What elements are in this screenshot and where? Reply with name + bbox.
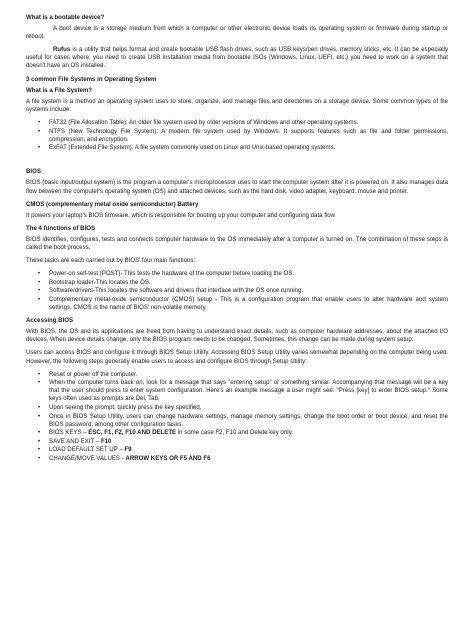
list-item: • Software/drivers-This locates the software and drivers that interface with the OS once running.	[26, 287, 448, 295]
section-heading-bootable-device: What is a bootable device?	[26, 14, 105, 21]
section-heading-file-systems: 3 common File Systems in Operating System	[26, 75, 157, 83]
file-system-list	[26, 119, 448, 152]
list-item: • SAVE AND EXIT – F10	[26, 438, 448, 446]
section-heading-bios-functions: The 4 functions of BIOS	[26, 224, 96, 232]
paragraph-rufus	[26, 46, 448, 70]
paragraph-setup-utility: Users can access BIOS and configure it through BIOS Setup Utility. Accessing BIOS Setup Utility varies somewhat depending on the computer being used. However, the following steps generally enable users to access and configure BIOS through Setup Utility:	[26, 349, 448, 365]
list-item: • NTFS (New Technology File System): A modern file system used by Windows. It supports features such as file and folder permissions, compression, and encryption.	[26, 128, 448, 144]
list-item: • When the computer turns back on, look for a message that says "entering setup" or something similar. Accompanying that message will be a key that the user should press to enter system configuration. Here's an example message a user might see: "Press [key] to enter BIOS setup." Some keys often used as prompts are Del, Tab,	[26, 379, 448, 403]
paragraph-bios: BIOS (basic input/output system) is the program a computer's microprocessor uses to start the computer system after it is powered on. It also manages data flow between the computer's operating system (OS) and attached devices, such as the hard disk, video adapter, keyboard, mouse and printer.	[26, 179, 448, 195]
list-item: • Upon seeing the prompt, quickly press the key specified.	[26, 404, 448, 412]
paragraph-file-system: A file system is a method an operating system uses to store, organize, and manage files and directories on a storage device. Some common types of file systems include:	[26, 97, 448, 113]
rufus-bold: Rufus	[53, 46, 71, 54]
section-heading-bios: BIOS	[26, 168, 41, 176]
section-heading-accessing-bios: Accessing BIOS	[26, 317, 74, 325]
paragraph-bios-functions: BIOS identifies, configures, tests and connects computer hardware to the OS immediately after a computer is turned on. The combination of these steps is called the boot process.	[26, 235, 448, 251]
rufus-text: is a utility that helps format and create bootable USB flash drives, such as USB keys/pen drives, memory sticks, etc. It can be especially useful for cases where: you need to create USB installation media from bootable ISOs (Windows, Linux, UEFI, etc.) you need to work on a system that doesn't have an OS installed.	[26, 46, 448, 70]
list-item: • Reset or power off the computer.	[26, 371, 448, 379]
section-heading-cmos: CMOS (complementary metal oxide semiconductor) Battery	[26, 200, 199, 208]
list-item: • LOAD DEFAULT SET UP – F9	[26, 446, 448, 454]
paragraph-four-functions: These tasks are each carried out by BIOS' four main functions:	[26, 257, 196, 265]
list-item: • Power-on self-test (POST)- This tests the hardware of the computer before loading the OS.	[26, 270, 448, 278]
list-item: • ExFAT (Extended File System): A file system commonly used on Linux and Unix-based operating systems.	[26, 144, 448, 152]
list-item: • Complementary metal-oxide semiconductor (CMOS) setup - This is a configuration program that enable users to alter hardware and system settings. CMOS is the name of BIOS' non-volatile memory.	[26, 296, 448, 312]
list-item: • CHANGE/MOVE VALUES - ARROW KEYS OR F5 AND F6	[26, 455, 448, 463]
bios-functions-list	[26, 270, 448, 312]
subheading-what-is-file-system: What is a File System?	[26, 86, 93, 94]
list-item: • Once in BIOS Setup Utility, users can change hardware settings, manage memory settings, change the boot order or boot device, and reset the BIOS password, among other configuration tasks.	[26, 413, 448, 429]
paragraph-boot-device: A boot device is a storage medium from which a computer or other electronic device loads its operating system or firmware during startup or reboot.	[26, 25, 448, 41]
paragraph-accessing-bios: With BIOS, the OS and its applications are freed from having to understand exact details, such as computer hardware addresses, about the attached I/O devices. When device details change, only the BIOS program needs to be changed. Sometimes, this change can be made during system setup.	[26, 328, 448, 344]
setup-steps-list	[26, 371, 448, 464]
paragraph-cmos: It powers your laptop's BIOS firmware, which is responsible for booting up your computer and configuring data flow	[26, 211, 336, 219]
list-item: • BIOS KEYS – ESC, F1, F2, F10 AND DELETE in some case F2, F10 and Delete key only.	[26, 429, 448, 437]
list-item: • FAT32 (File Allocation Table): An older file system used by older versions of Windows and other operating systems.	[26, 119, 448, 127]
list-item: • Bootstrap loader-This locates the OS.	[26, 279, 448, 287]
spacer	[26, 157, 448, 168]
